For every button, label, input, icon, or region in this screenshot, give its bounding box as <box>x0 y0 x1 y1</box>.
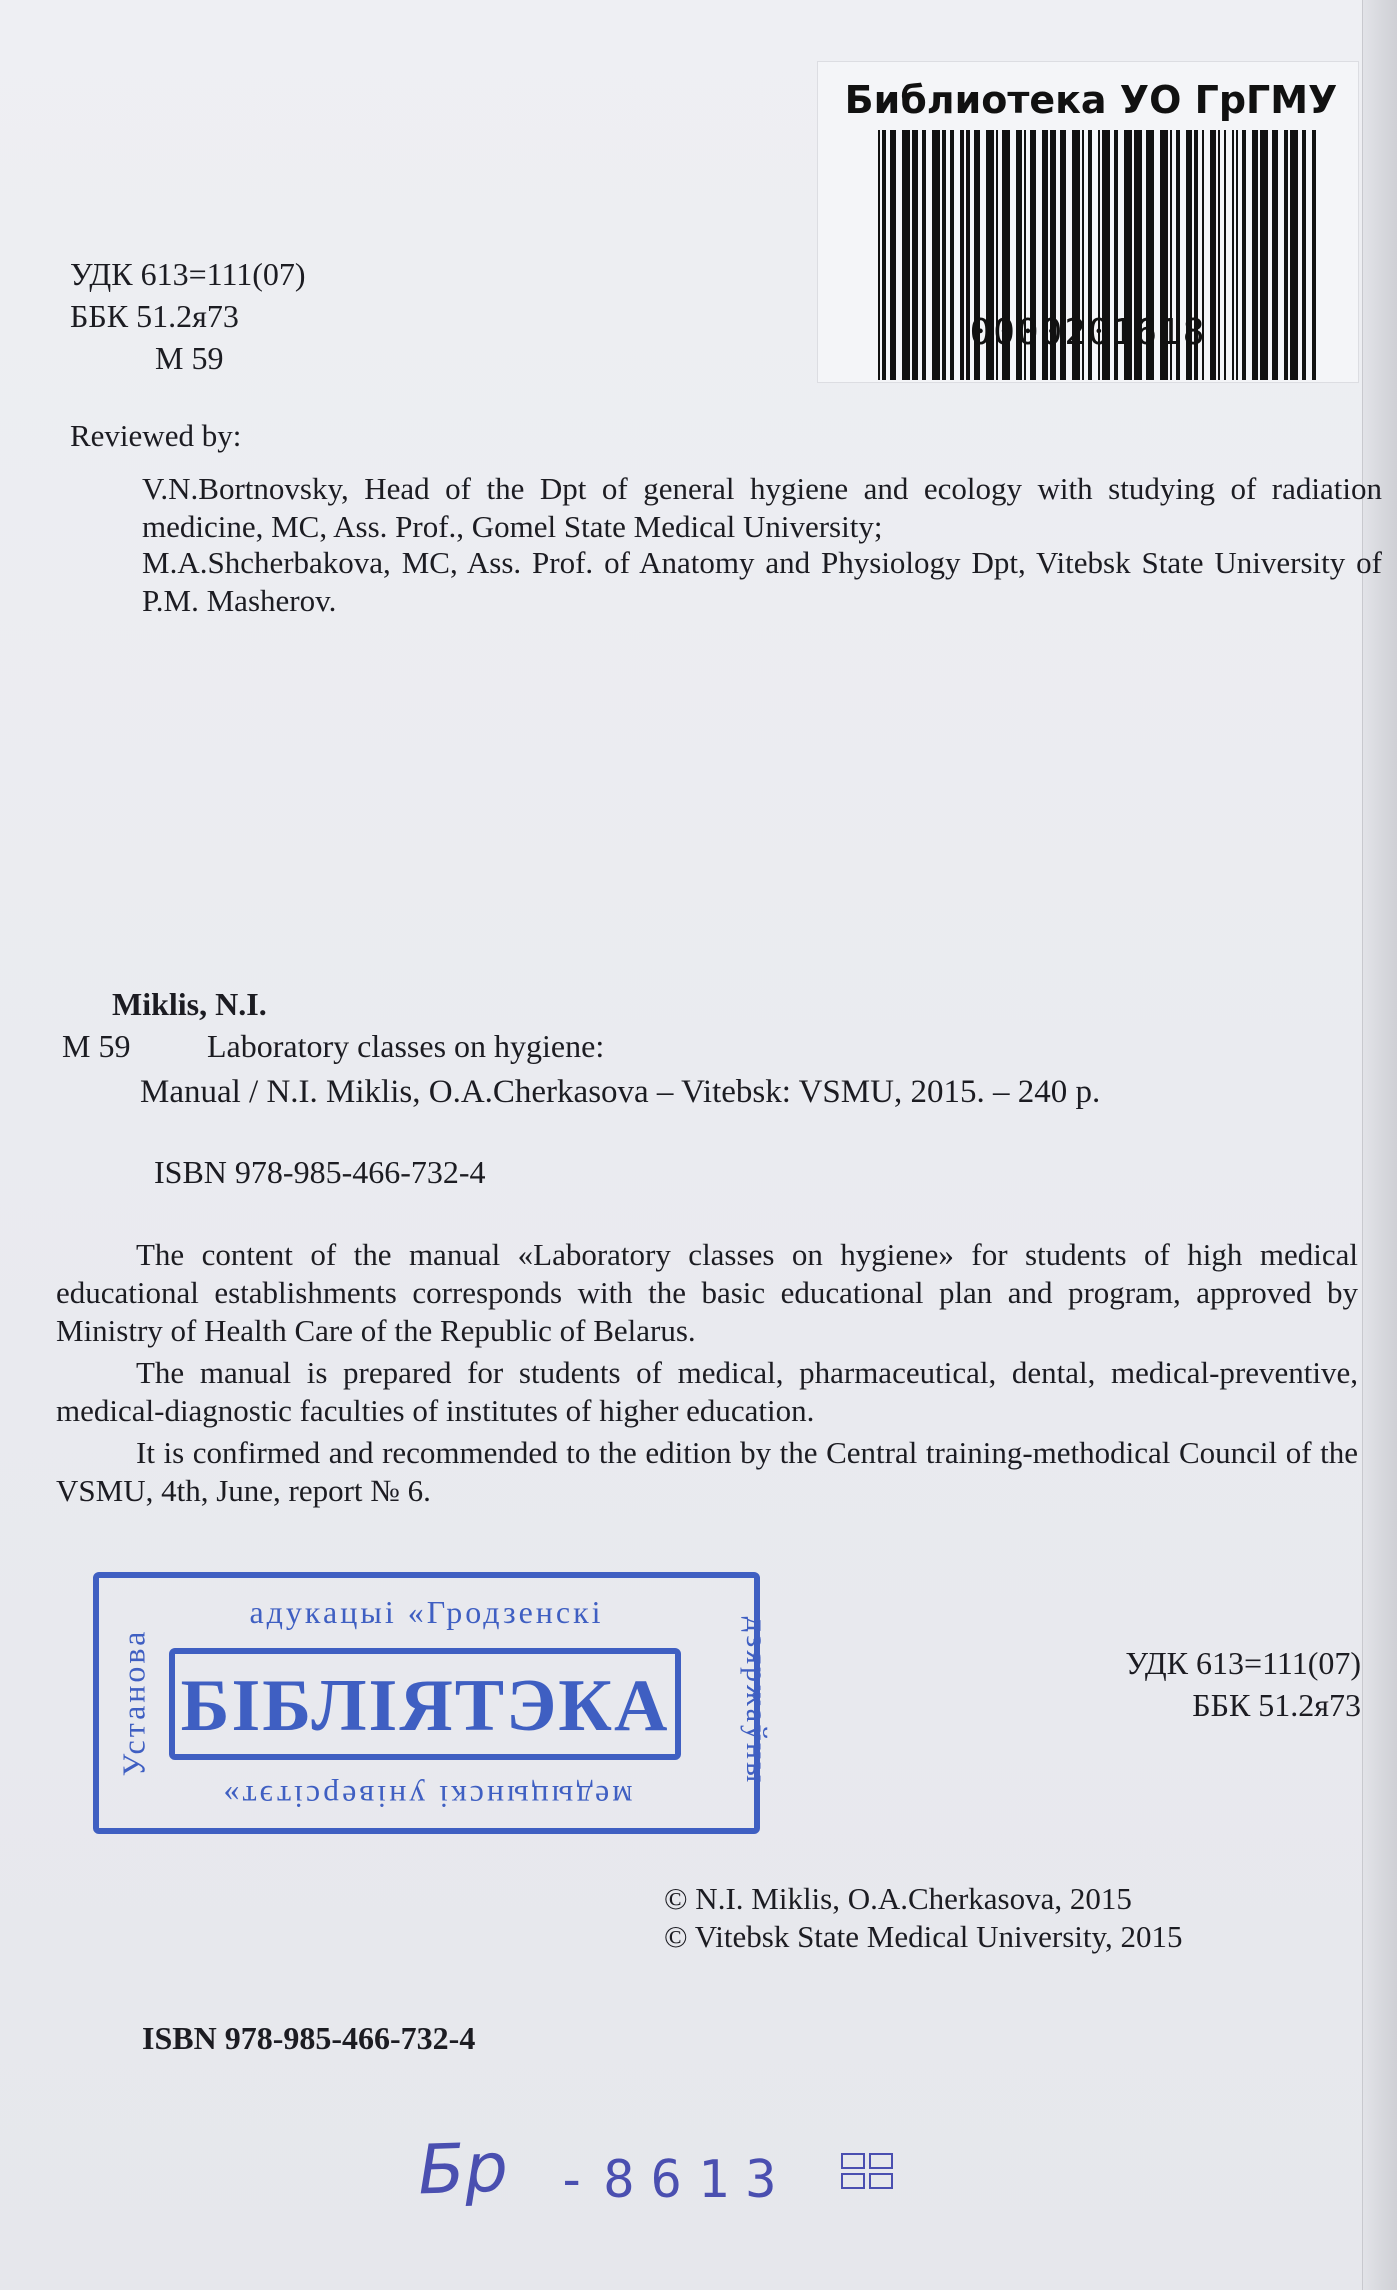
small-stamp-mark <box>838 2150 898 2196</box>
catalog-author: Miklis, N.I. <box>112 986 267 1022</box>
stamp-right-text: дзяржаўны <box>740 1616 773 1786</box>
author-sign: М 59 <box>155 340 224 376</box>
description-paragraph-1: The content of the manual «Laboratory classes on hygiene» for students of high medical educational establishments corresponds with the basic educational plan and program, approved by Ministry of Health Care of the Republic of Belarus. <box>56 1237 1358 1348</box>
catalog-isbn: ISBN 978-985-466-732-4 <box>154 1154 486 1190</box>
barcode-library-name: Библиотека УО ГрГМУ <box>844 78 1338 122</box>
udk-code-bottom: УДК 613=111(07) <box>1125 1645 1361 1681</box>
handwritten-prefix: Бр <box>416 2128 510 2211</box>
copyright-university: © Vitebsk State Medical University, 2015 <box>664 1919 1183 1954</box>
classification-top <box>70 254 370 380</box>
stamp-left-text: Установа <box>115 1628 152 1777</box>
stamp-inner-frame <box>169 1648 681 1760</box>
bbk-code-bottom: ББК 51.2я73 <box>1192 1687 1361 1723</box>
copyright-authors: © N.I. Miklis, O.A.Cherkasova, 2015 <box>664 1881 1132 1916</box>
bbk-code: ББК 51.2я73 <box>70 298 239 334</box>
catalog-imprint: Manual / N.I. Miklis, O.A.Cherkasova – Vitebsk: VSMU, 2015. – 240 p. <box>140 1074 1101 1110</box>
reviewer-2: M.A.Shcherbakova, MC, Ass. Prof. of Anatomy and Physiology Dpt, Vitebsk State University of P.M. Masherov. <box>142 545 1382 618</box>
description-paragraph-2: The manual is prepared for students of medical, pharmaceutical, dental, medical-preventive, medical-diagnostic faculties of institutes of higher education. <box>56 1355 1358 1428</box>
library-stamp <box>93 1572 773 1834</box>
udk-code: УДК 613=111(07) <box>70 256 306 292</box>
catalog-code: M 59 <box>62 1028 131 1064</box>
handwritten-number: -8613 <box>556 2150 793 2210</box>
isbn-bottom: ISBN 978-985-466-732-4 <box>142 2020 476 2056</box>
barcode-number: 0000201618 <box>969 312 1207 353</box>
copyright-block <box>664 1880 1182 1956</box>
reviewers-label: Reviewed by: <box>70 418 242 453</box>
classification-bottom <box>961 1642 1361 1726</box>
catalog-title: Laboratory classes on hygiene: <box>207 1028 605 1064</box>
stamp-bottom-text: медыцынскі універсітэт» <box>220 1779 633 1815</box>
page-edge <box>1362 0 1397 2290</box>
library-barcode-label <box>818 62 1358 382</box>
reviewer-1: V.N.Bortnovsky, Head of the Dpt of general hygiene and ecology with studying of radiation medicine, MC, Ass. Prof., Gomel State Medical University; <box>142 471 1382 544</box>
description-paragraph-3: It is confirmed and recommended to the edition by the Central training-methodical Council of the VSMU, 4th, June, report № 6. <box>56 1435 1358 1508</box>
stamp-top-text: адукацыі «Гродзенскі <box>249 1594 604 1630</box>
stamp-main-text: БІБЛІЯТЭКА <box>180 1665 670 1747</box>
